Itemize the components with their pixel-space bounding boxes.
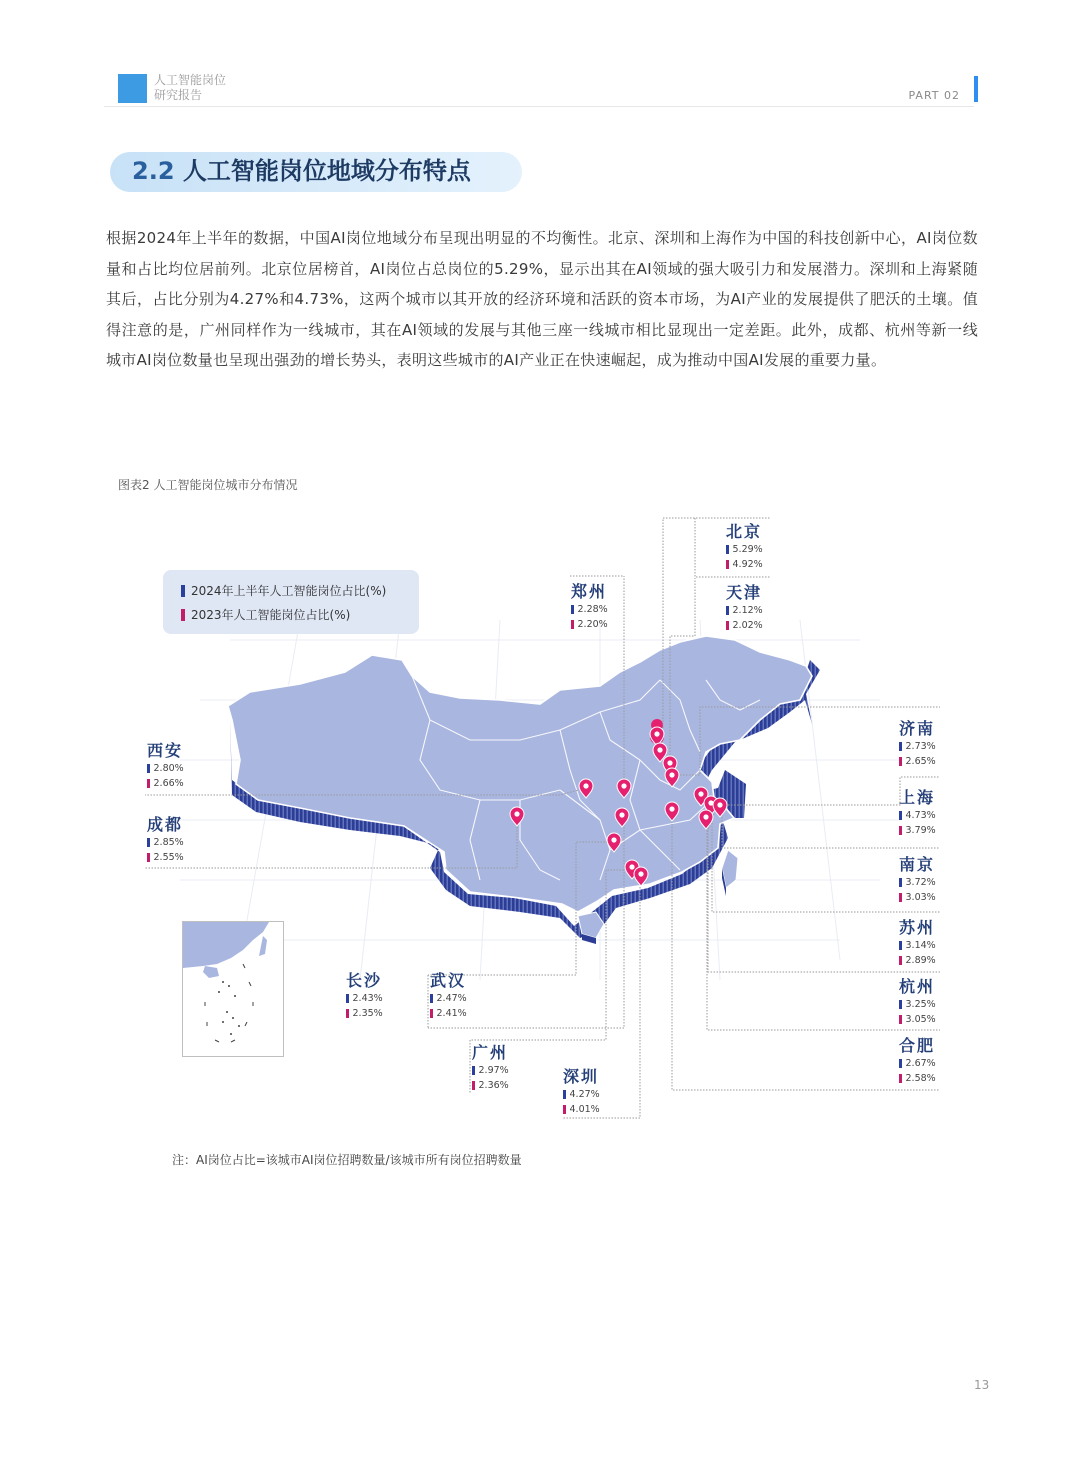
value-2023-text: 2.02%: [732, 620, 763, 631]
city-name: 天津: [726, 583, 763, 602]
report-title-line2: 研究报告: [154, 88, 203, 102]
city-label-changsha: [346, 971, 383, 1021]
value-2024-text: 2.28%: [577, 604, 608, 615]
city-label-xian: [147, 741, 184, 791]
city-label-nanjing: [899, 855, 936, 905]
value-2023-text: 2.36%: [478, 1080, 509, 1091]
body-paragraph: 根据2024年上半年的数据，中国AI岗位地域分布呈现出明显的不均衡性。北京、深圳和上海作为中国的科技创新中心，AI岗位数量和占比均位居前列。北京位居榜首，AI岗位占总岗位的5.29%，显示出其在AI领域的强大吸引力和发展潜力。深圳和上海紧随其后，占比分别为4.27%和4.73%，这两个城市以其开放的经济环境和活跃的资本市场，为AI产业的发展提供了肥沃的土壤。值得注意的是，广州同样作为一线城市，其在AI领域的发展与其他三座一线城市相比显现出一定差距。此外，成都、杭州等新一线城市AI岗位数量也呈现出强劲的增长势头，表明这些城市的AI产业正在快速崛起，成为推动中国AI发展的重要力量。: [106, 229, 978, 370]
value-2023: [346, 1006, 383, 1021]
legend-item-2023: [181, 606, 350, 623]
city-name: 上海: [899, 788, 936, 807]
legend-swatch-2024: [181, 585, 185, 597]
value-2024: [346, 991, 383, 1006]
value-2024: [472, 1063, 509, 1078]
section-number: 2.2: [132, 157, 175, 185]
city-label-hefei: [899, 1036, 936, 1086]
city-label-beijing: [726, 522, 763, 572]
city-name: 武汉: [430, 971, 467, 990]
value-2024: [563, 1087, 600, 1102]
legend-label-2023: 2023年人工智能岗位占比(%): [191, 608, 351, 622]
section-title-text: 人工智能岗位地域分布特点: [182, 157, 471, 185]
value-2023-text: 3.79%: [905, 825, 936, 836]
value-2024: [571, 602, 608, 617]
south-china-sea-inset: [182, 921, 284, 1057]
bar-2024: [430, 994, 433, 1003]
bar-2023: [899, 956, 902, 965]
bar-2023: [430, 1009, 433, 1018]
part-label: PART 02: [908, 89, 960, 102]
bar-2024: [899, 1000, 902, 1009]
city-label-shanghai: [899, 788, 936, 838]
bar-2024: [726, 606, 729, 615]
bar-2024: [147, 838, 150, 847]
city-label-hangzhou: [899, 977, 936, 1027]
legend: [163, 570, 419, 634]
bar-2023: [563, 1105, 566, 1114]
inset-map: [183, 922, 283, 1056]
value-2023: [899, 890, 936, 905]
city-name: 西安: [147, 741, 184, 760]
value-2023: [726, 618, 763, 633]
value-2023: [899, 953, 936, 968]
bar-2024: [147, 764, 150, 773]
value-2024: [899, 875, 936, 890]
value-2023-text: 2.41%: [436, 1008, 467, 1019]
figure-caption: 图表2 人工智能岗位城市分布情况: [118, 478, 298, 492]
bar-2023: [899, 757, 902, 766]
value-2024-text: 3.25%: [905, 999, 936, 1010]
city-name: 济南: [899, 719, 936, 738]
bar-2023: [726, 621, 729, 630]
city-label-suzhou: [899, 918, 936, 968]
city-name: 北京: [726, 522, 763, 541]
value-2024-text: 4.27%: [569, 1089, 600, 1100]
bar-2024: [899, 742, 902, 751]
value-2023: [899, 823, 936, 838]
bar-2023: [346, 1009, 349, 1018]
city-label-zhengzhou: [571, 582, 608, 632]
value-2023-text: 3.05%: [905, 1014, 936, 1025]
city-label-chengdu: [147, 815, 184, 865]
value-2024-text: 2.67%: [905, 1058, 936, 1069]
value-2024: [726, 603, 763, 618]
bar-2023: [571, 620, 574, 629]
value-2024-text: 2.47%: [436, 993, 467, 1004]
bar-2023: [147, 779, 150, 788]
value-2024: [899, 997, 936, 1012]
legend-swatch-2023: [181, 609, 185, 621]
value-2023: [899, 1012, 936, 1027]
bar-2023: [726, 560, 729, 569]
value-2023-text: 2.55%: [153, 852, 184, 863]
value-2024-text: 3.14%: [905, 940, 936, 951]
city-label-tianjin: [726, 583, 763, 633]
city-name: 苏州: [899, 918, 936, 937]
value-2023: [430, 1006, 467, 1021]
city-name: 广州: [472, 1043, 509, 1062]
city-name: 成都: [147, 815, 184, 834]
value-2023: [563, 1102, 600, 1117]
city-name: 杭州: [899, 977, 936, 996]
value-2023: [147, 776, 184, 791]
value-2023: [726, 557, 763, 572]
page-number: 13: [974, 1378, 990, 1392]
value-2023-text: 2.58%: [905, 1073, 936, 1084]
bar-2024: [472, 1066, 475, 1075]
bar-2024: [899, 1059, 902, 1068]
value-2024: [726, 542, 763, 557]
bar-2024: [563, 1090, 566, 1099]
value-2024: [899, 1056, 936, 1071]
value-2023-text: 4.92%: [732, 559, 763, 570]
value-2023: [899, 1071, 936, 1086]
bar-2024: [726, 545, 729, 554]
value-2023: [147, 850, 184, 865]
city-name: 深圳: [563, 1067, 600, 1086]
value-2024-text: 2.80%: [153, 763, 184, 774]
value-2024-text: 4.73%: [905, 810, 936, 821]
value-2024-text: 2.43%: [352, 993, 383, 1004]
bar-2024: [899, 811, 902, 820]
city-name: 郑州: [571, 582, 608, 601]
value-2024-text: 2.97%: [478, 1065, 509, 1076]
value-2024: [147, 835, 184, 850]
bar-2024: [346, 994, 349, 1003]
value-2023: [899, 754, 936, 769]
value-2023-text: 2.35%: [352, 1008, 383, 1019]
city-label-shenzhen: [563, 1067, 600, 1117]
footnote: 注：AI岗位占比=该城市AI岗位招聘数量/该城市所有岗位招聘数量: [172, 1153, 522, 1167]
bar-2024: [571, 605, 574, 614]
value-2024-text: 3.72%: [905, 877, 936, 888]
value-2024-text: 2.73%: [905, 741, 936, 752]
value-2024: [899, 808, 936, 823]
bar-2024: [899, 878, 902, 887]
bar-2023: [899, 1015, 902, 1024]
bar-2024: [899, 941, 902, 950]
value-2023-text: 4.01%: [569, 1104, 600, 1115]
legend-label-2024: 2024年上半年人工智能岗位占比(%): [191, 584, 387, 598]
value-2023: [472, 1078, 509, 1093]
city-label-wuhan: [430, 971, 467, 1021]
bar-2023: [899, 1074, 902, 1083]
legend-item-2024: [181, 582, 386, 599]
value-2023-text: 2.89%: [905, 955, 936, 966]
city-name: 合肥: [899, 1036, 936, 1055]
city-name: 南京: [899, 855, 936, 874]
city-label-jinan: [899, 719, 936, 769]
value-2024: [430, 991, 467, 1006]
city-label-guangzhou: [472, 1043, 509, 1093]
value-2024-text: 2.12%: [732, 605, 763, 616]
value-2024: [899, 938, 936, 953]
bar-2023: [147, 853, 150, 862]
value-2023-text: 3.03%: [905, 892, 936, 903]
value-2023-text: 2.65%: [905, 756, 936, 767]
value-2023-text: 2.66%: [153, 778, 184, 789]
value-2023-text: 2.20%: [577, 619, 608, 630]
bar-2023: [899, 826, 902, 835]
city-name: 长沙: [346, 971, 383, 990]
value-2023: [571, 617, 608, 632]
value-2024: [899, 739, 936, 754]
value-2024: [147, 761, 184, 776]
bar-2023: [472, 1081, 475, 1090]
bar-2023: [899, 893, 902, 902]
value-2024-text: 5.29%: [732, 544, 763, 555]
value-2024-text: 2.85%: [153, 837, 184, 848]
report-title-line1: 人工智能岗位: [154, 73, 227, 87]
